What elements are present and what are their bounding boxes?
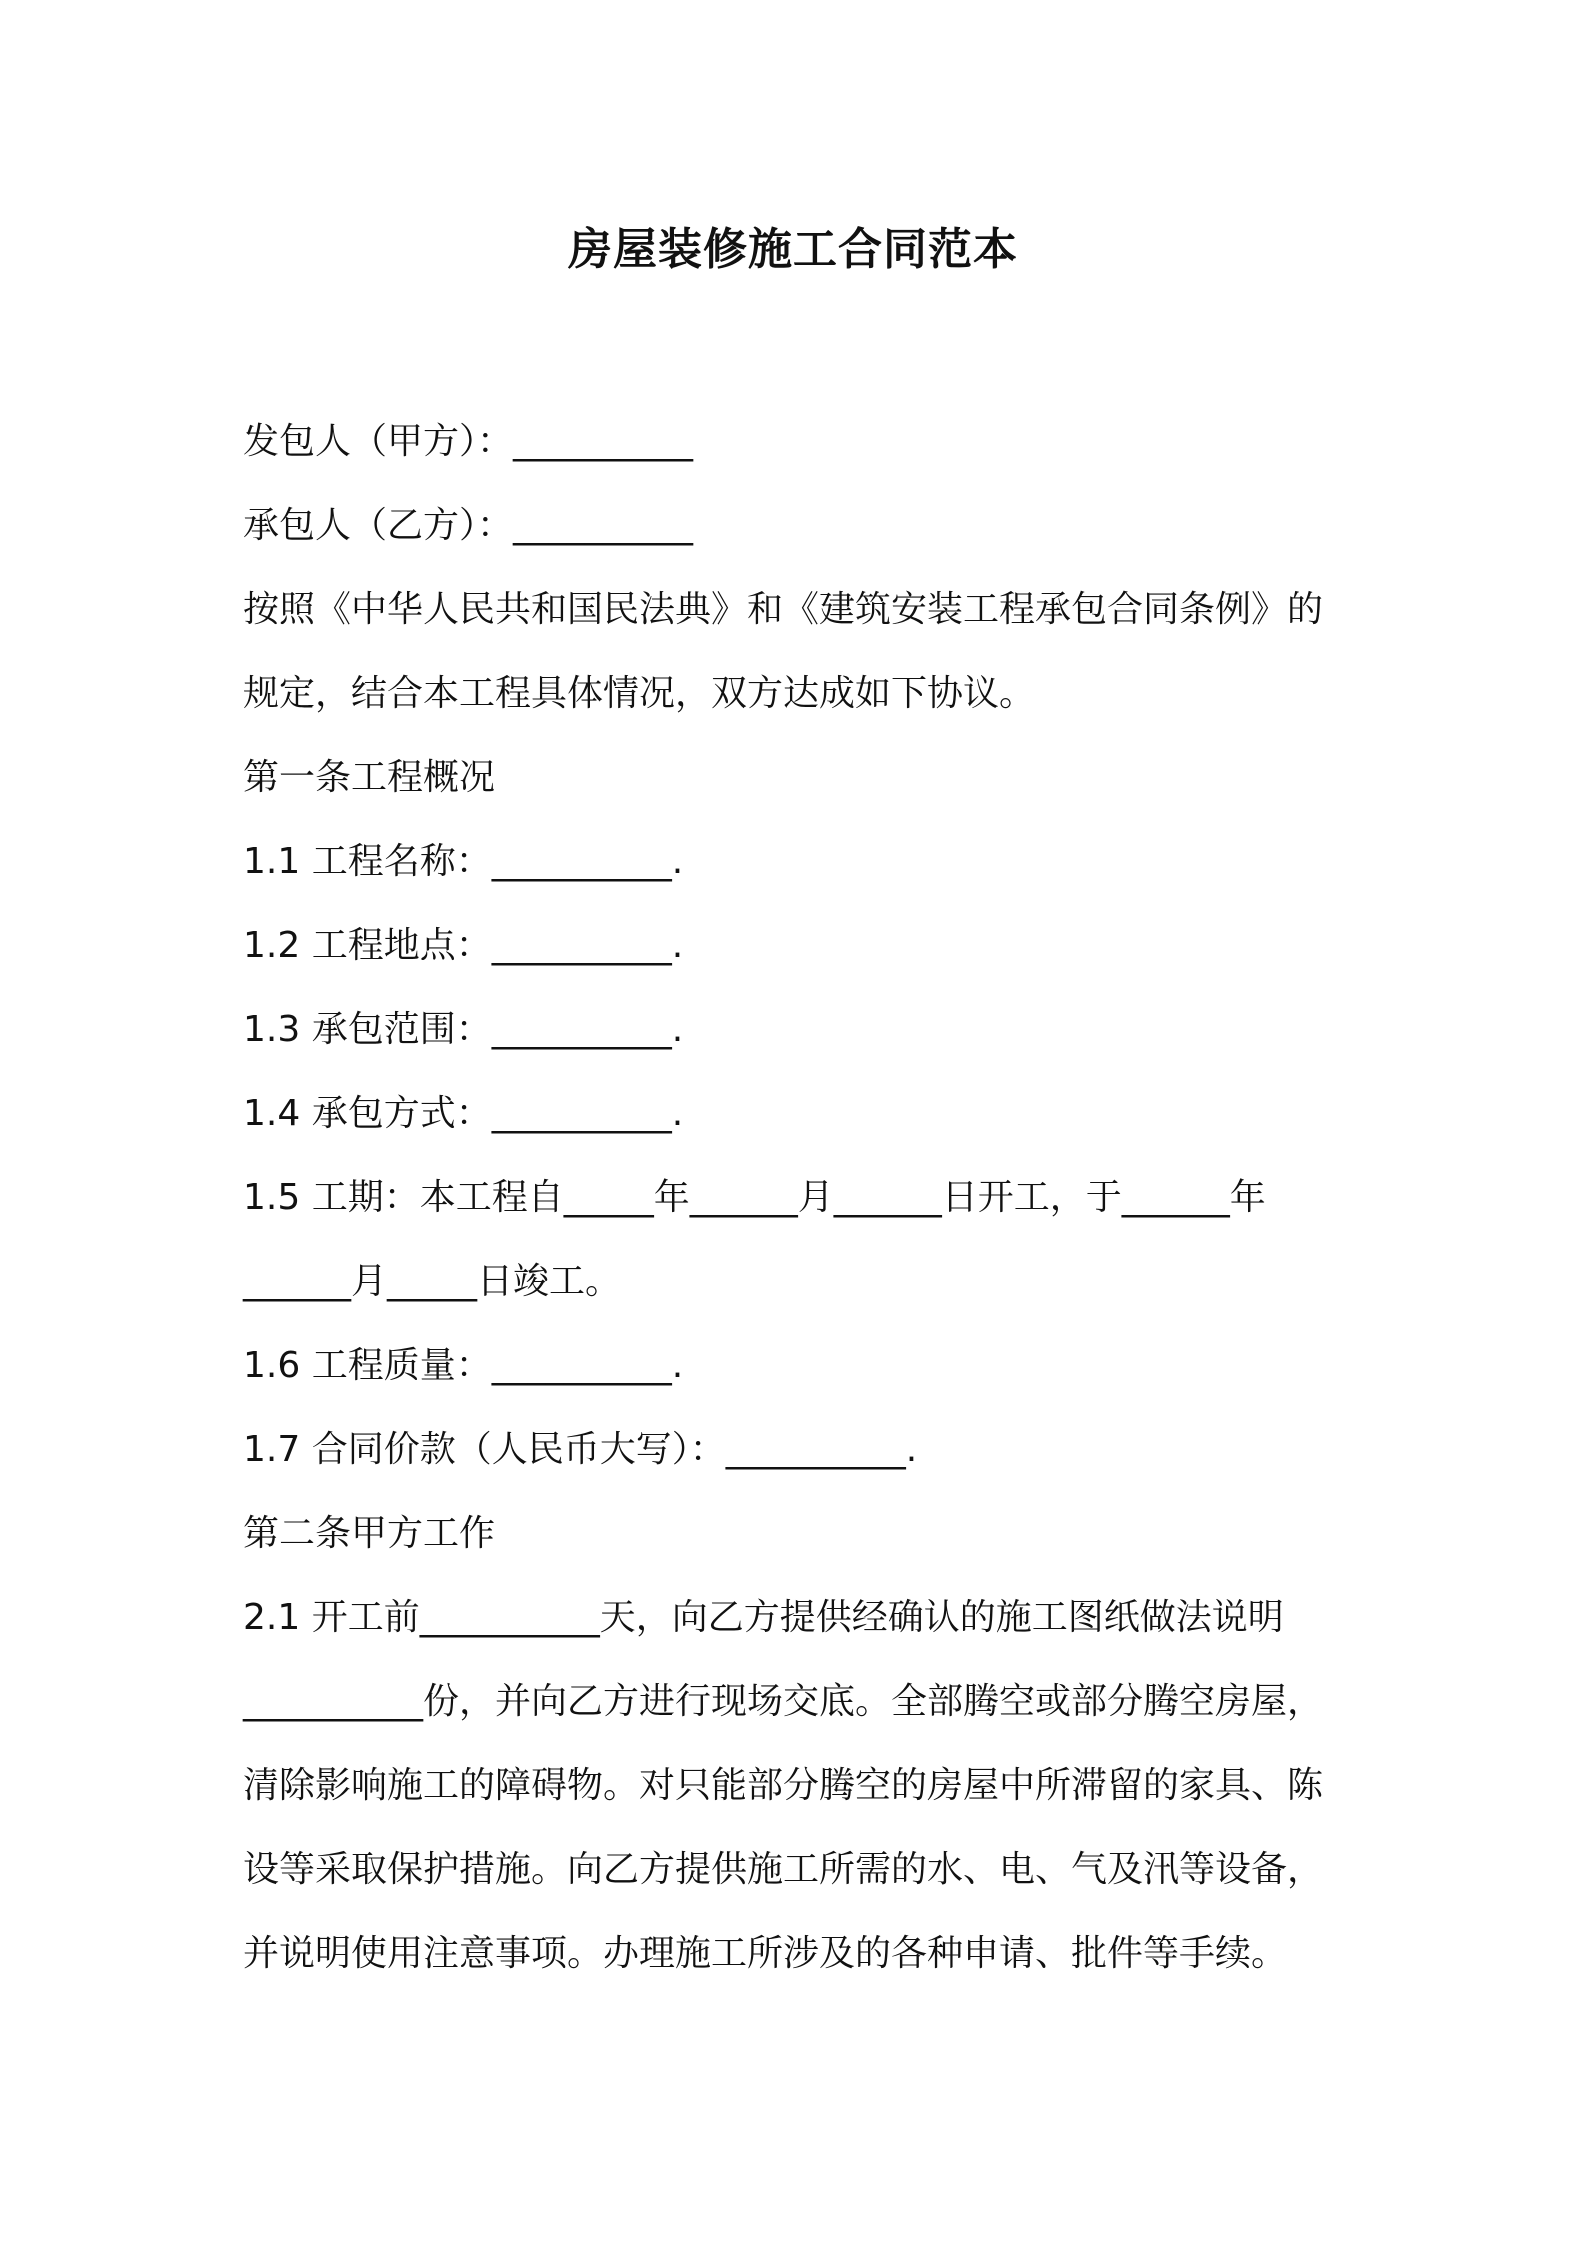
party-a-line: 发包人（甲方）：__________ bbox=[243, 421, 694, 462]
clause-line: 1.6 工程质量：__________. bbox=[243, 1345, 684, 1386]
preamble-line: 规定，结合本工程具体情况，双方达成如下协议。 bbox=[243, 673, 1036, 714]
clause-line: __________份，并向乙方进行现场交底。全部腾空或部分腾空房屋， bbox=[243, 1681, 1324, 1722]
preamble-line: 按照《中华人民共和国民法典》和《建筑安装工程承包合同条例》的 bbox=[243, 589, 1324, 630]
clause-line: 设等采取保护措施。向乙方提供施工所需的水、电、气及汛等设备， bbox=[243, 1849, 1324, 1890]
document-title: 房屋装修施工合同范本 bbox=[568, 224, 1018, 275]
clause-line: 1.7 合同价款（人民币大写）：__________. bbox=[243, 1429, 918, 1470]
clause-line: 1.3 承包范围：__________. bbox=[243, 1009, 684, 1050]
clause-line: 1.2 工程地点：__________. bbox=[243, 925, 684, 966]
clause-line: 1.4 承包方式：__________. bbox=[243, 1093, 684, 1134]
clause-line: 1.5 工期：本工程自_____年______月______日开工，于______年 bbox=[243, 1177, 1266, 1218]
section-heading: 第一条工程概况 bbox=[243, 757, 496, 798]
clause-line: 1.1 工程名称：__________. bbox=[243, 841, 684, 882]
document-body bbox=[243, 400, 1368, 1996]
clause-line: ______月_____日竣工。 bbox=[243, 1261, 622, 1302]
clause-line: 清除影响施工的障碍物。对只能部分腾空的房屋中所滞留的家具、陈 bbox=[243, 1765, 1324, 1806]
party-b-line: 承包人（乙方）：__________ bbox=[243, 505, 694, 546]
clause-line: 2.1 开工前__________天，向乙方提供经确认的施工图纸做法说明 bbox=[243, 1597, 1284, 1638]
section-heading: 第二条甲方工作 bbox=[243, 1513, 496, 1554]
clause-line: 并说明使用注意事项。办理施工所涉及的各种申请、批件等手续。 bbox=[243, 1933, 1288, 1974]
